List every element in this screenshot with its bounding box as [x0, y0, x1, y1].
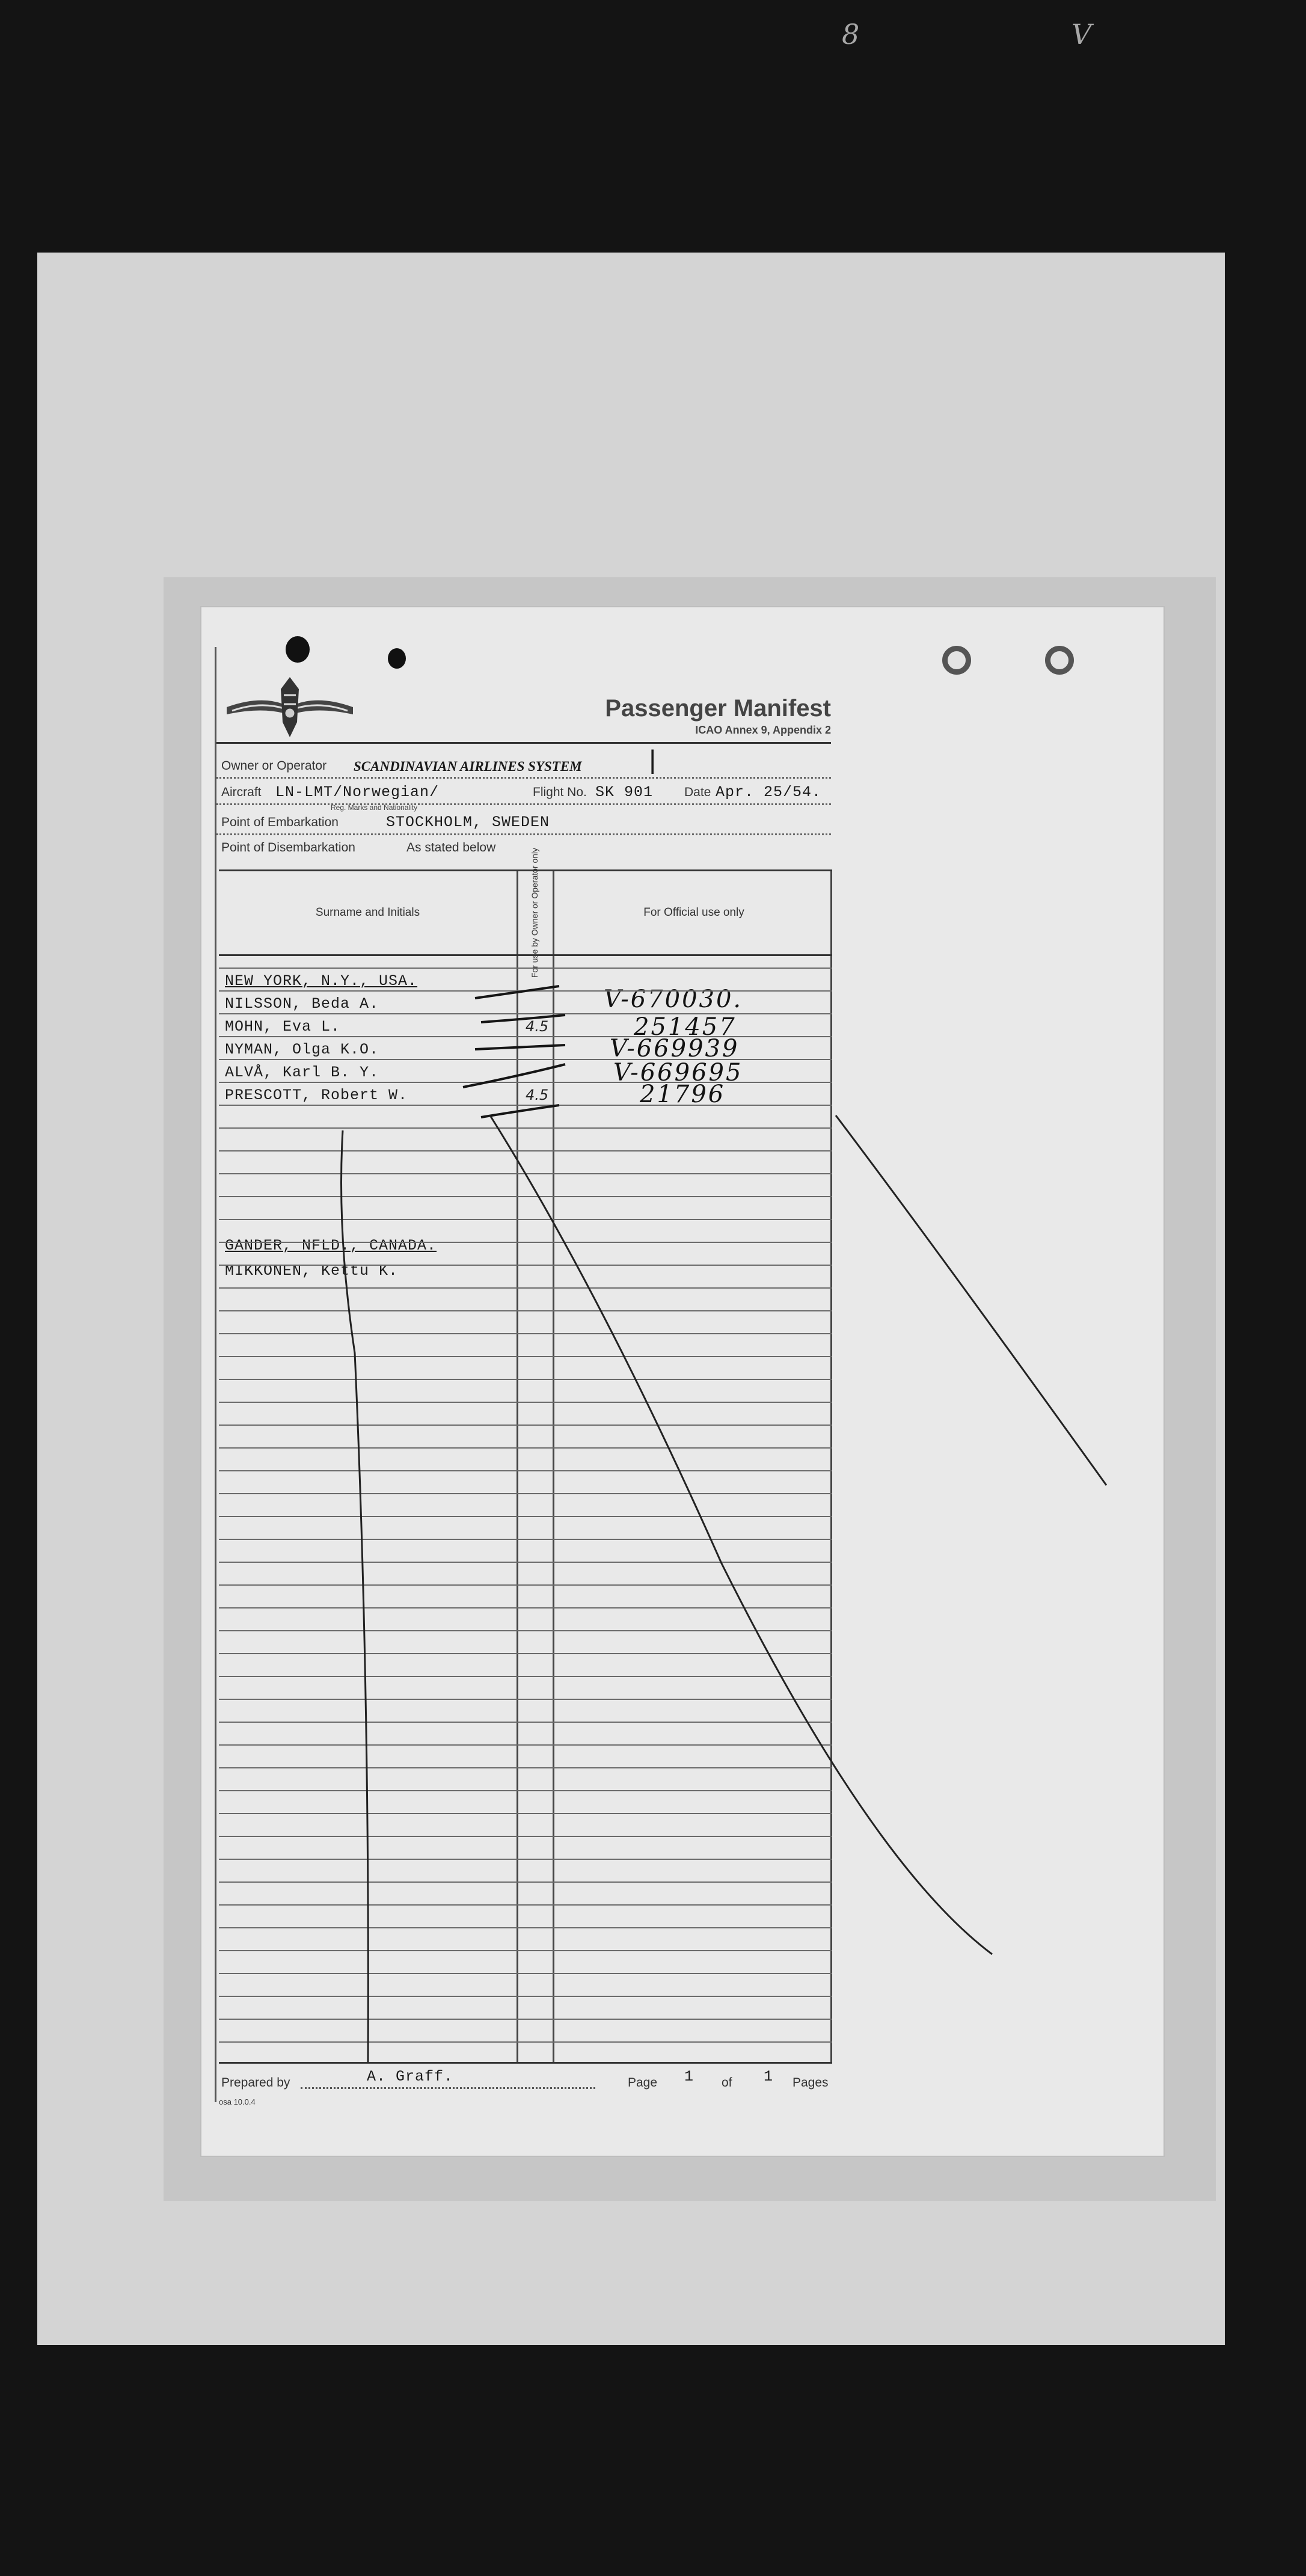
airline-logo-icon	[224, 671, 356, 743]
pages-label: Pages	[792, 2076, 829, 2090]
table-rule	[219, 1607, 832, 1608]
date-label: Date	[684, 785, 711, 799]
official-prescott: 21796	[640, 1081, 726, 1108]
flight-value: SK 901	[595, 784, 654, 801]
table-rule	[219, 1379, 832, 1380]
embarkation-label: Point of Embarkation	[221, 815, 339, 829]
destination-gander: GANDER, NFLD., CANADA.	[225, 1237, 437, 1254]
table-rule	[219, 1105, 832, 1106]
table-rule	[219, 1219, 832, 1220]
table-rule	[219, 1927, 832, 1928]
table-rule	[219, 1127, 832, 1129]
table-rule	[219, 1996, 832, 1997]
passenger-alva: ALVÅ, Karl B. Y.	[225, 1064, 379, 1081]
passenger-prescott: PRESCOTT, Robert W.	[225, 1087, 408, 1104]
manifest-sheet	[201, 607, 1163, 2156]
table-rule	[219, 1310, 832, 1311]
table-rule	[219, 1813, 832, 1814]
form-number: osa 10.0.4	[219, 2097, 256, 2106]
table-rule	[219, 1402, 832, 1403]
passenger-nyman: NYMAN, Olga K.O.	[225, 1041, 379, 1058]
owner-use-mohn: 4.5	[526, 1018, 549, 1035]
punch-hole-ring-2	[1045, 646, 1074, 675]
table-rule	[219, 990, 832, 992]
passenger-mohn: MOHN, Eva L.	[225, 1018, 341, 1035]
table-rule	[219, 1790, 832, 1791]
table-rule	[219, 1447, 832, 1449]
table-rule	[219, 1950, 832, 1951]
table-rule	[219, 1333, 832, 1334]
form-title: Passenger Manifest	[605, 695, 831, 722]
of-value: 1	[764, 2068, 774, 2085]
table-rule	[219, 1904, 832, 1906]
date-value: Apr. 25/54.	[716, 784, 822, 801]
table-rule	[219, 1584, 832, 1586]
of-label: of	[722, 2076, 732, 2090]
table-rule	[219, 1013, 832, 1014]
header-rule	[216, 742, 831, 744]
owner-label: Owner or Operator	[221, 759, 327, 773]
table-rule	[219, 1881, 832, 1883]
table-rule	[219, 1722, 832, 1723]
disembarkation-label: Point of Disembarkation	[221, 841, 355, 854]
table-rule	[219, 1036, 832, 1037]
table-rule	[219, 1630, 832, 1631]
form-footer	[216, 2066, 831, 2090]
reg-marks-note: Reg. Marks and Nationality	[331, 803, 418, 812]
owner-use-header: For use by Owner or Operator only	[530, 847, 539, 978]
owner-value: SCANDINAVIAN AIRLINES SYSTEM	[354, 759, 582, 774]
passenger-mikkonen: MIKKONEN, Kettu K.	[225, 1262, 399, 1280]
table-rule	[219, 1265, 832, 1266]
table-rule	[219, 1424, 832, 1426]
table-rule	[219, 1562, 832, 1563]
scan-mark-v: V	[1071, 18, 1092, 51]
owner-use-prescott: 4.5	[526, 1087, 549, 1103]
official-use-header: For Official use only	[643, 906, 744, 919]
prepared-label: Prepared by	[221, 2076, 290, 2090]
table-rule	[219, 1859, 832, 1860]
manifest-form	[215, 647, 831, 2106]
table-rule	[219, 1493, 832, 1494]
punch-hole-ring-1	[942, 646, 971, 675]
aircraft-value: LN-LMT/Norwegian/	[275, 784, 440, 801]
table-rule	[219, 1242, 832, 1243]
aircraft-row	[216, 779, 831, 812]
table-rows	[219, 968, 832, 2062]
official-mohn: 251457	[634, 1013, 737, 1041]
table-rule	[219, 2041, 832, 2043]
table-rule	[219, 1539, 832, 1540]
aircraft-label: Aircraft	[221, 785, 262, 799]
table-rule	[219, 1059, 832, 1060]
table-rule	[219, 1470, 832, 1471]
embarkation-value: STOCKHOLM, SWEDEN	[386, 814, 550, 831]
flight-label: Flight No.	[533, 785, 587, 799]
prepared-value: A. Graff.	[367, 2068, 454, 2085]
table-rule	[219, 2019, 832, 2020]
page-label: Page	[628, 2076, 658, 2090]
table-rule	[219, 1287, 832, 1289]
table-rule	[219, 1173, 832, 1174]
official-alva: V-669695	[613, 1059, 743, 1087]
header-divider	[219, 954, 832, 956]
disembarkation-row	[216, 835, 831, 859]
table-rule	[219, 1767, 832, 1768]
table-rule	[219, 968, 832, 969]
passenger-nilsson: NILSSON, Beda A.	[225, 995, 379, 1013]
prepared-line	[301, 2087, 595, 2089]
owner-row	[216, 747, 831, 779]
table-rule	[219, 1973, 832, 1974]
scan-mark-8: 8	[842, 18, 860, 51]
page-value: 1	[684, 2068, 694, 2085]
disembarkation-value: As stated below	[406, 841, 496, 854]
table-rule	[219, 1150, 832, 1152]
table-rule	[219, 1836, 832, 1837]
table-rule	[219, 1356, 832, 1357]
official-nilsson: V-670030.	[604, 986, 743, 1013]
surname-header: Surname and Initials	[315, 906, 420, 919]
table-rule	[219, 1744, 832, 1746]
icao-reference: ICAO Annex 9, Appendix 2	[695, 724, 831, 736]
table-rule	[219, 1653, 832, 1654]
destination-new-york: NEW YORK, N.Y., USA.	[225, 972, 418, 990]
embarkation-row	[216, 809, 831, 835]
table-rule	[219, 1196, 832, 1197]
table-rule	[219, 1699, 832, 1700]
table-rule	[219, 1516, 832, 1517]
table-rule	[219, 1082, 832, 1083]
table-rule	[219, 1676, 832, 1677]
owner-tick: |	[645, 747, 661, 777]
official-nyman: V-669939	[610, 1035, 740, 1063]
